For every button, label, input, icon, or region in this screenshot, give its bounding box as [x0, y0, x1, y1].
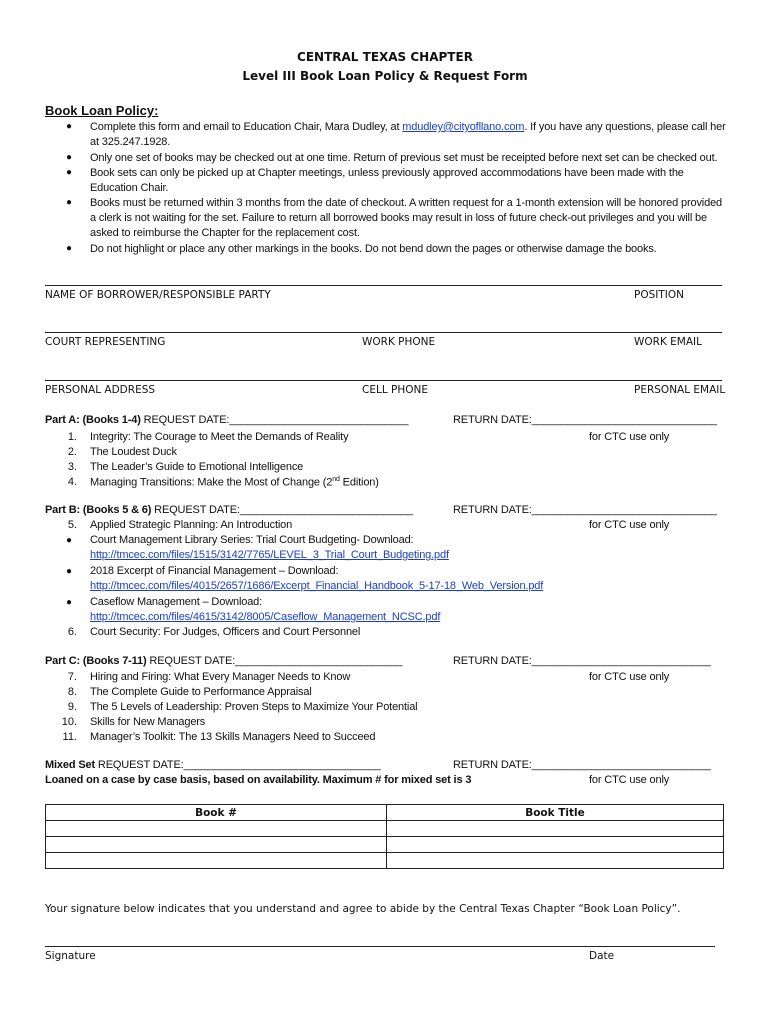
book-title: Hiring and Firing: What Every Manager Needs to Know — [90, 671, 351, 683]
edition-superscript: nd — [332, 476, 340, 483]
part-c-label: Part C: (Books 7-11) — [45, 655, 147, 667]
financial-download-link[interactable]: http://tmcec.com/files/4015/2657/1686/Excerpt_Financial_Handbook_5-17-18_Web_Version.pdf — [90, 580, 544, 592]
personal-email-label: PERSONAL EMAIL — [634, 384, 726, 396]
mixed-set-note: Loaned on a case by case basis, based on availability. Maximum # for mixed set is 3 — [45, 774, 472, 786]
part-c-ctc-note: for CTC use only — [589, 671, 670, 683]
mixed-ctc-note: for CTC use only — [589, 774, 670, 786]
bullet-icon: ● — [66, 167, 73, 178]
table-row — [46, 853, 724, 869]
policy-item-no-markings: Do not highlight or place any other markings in the books. Do not bend down the pages or otherwise damage the books. — [90, 243, 657, 255]
download-item-title: Caseflow Management – Download: — [90, 596, 263, 608]
book-title: Integrity: The Courage to Meet the Demands of Reality — [90, 431, 349, 443]
book-title-cell[interactable] — [387, 853, 724, 869]
court-line[interactable] — [45, 332, 722, 333]
list-number: 5. — [67, 519, 77, 531]
borrower-label: NAME OF BORROWER/RESPONSIBLE PARTY — [45, 289, 271, 301]
list-number: 7. — [67, 671, 77, 683]
list-number: 2. — [67, 446, 77, 458]
signature-line[interactable] — [45, 946, 715, 947]
book-title-cell[interactable] — [387, 821, 724, 837]
part-a-return-date[interactable]: RETURN DATE:_______________________________ — [453, 414, 717, 426]
part-a-label: Part A: (Books 1-4) — [45, 414, 141, 426]
table-row — [46, 837, 724, 853]
part-c-return-date[interactable]: RETURN DATE:______________________________ — [453, 655, 711, 667]
book-number-header: Book # — [46, 805, 387, 821]
part-b-label: Part B: (Books 5 & 6) — [45, 504, 152, 516]
mixed-request-line[interactable] — [45, 759, 381, 771]
borrower-line[interactable] — [45, 285, 722, 286]
budgeting-download-link[interactable]: http://tmcec.com/files/1515/3142/7765/LEVEL_3_Trial_Court_Budgeting.pdf — [90, 549, 449, 561]
table-row — [46, 821, 724, 837]
download-item-title: Court Management Library Series: Trial Court Budgeting- Download: — [90, 534, 414, 546]
book-number-cell[interactable] — [46, 837, 387, 853]
part-a-ctc-note: for CTC use only — [589, 431, 670, 443]
table-header-row — [46, 805, 724, 821]
part-a-request-line[interactable] — [45, 414, 408, 426]
education-chair-email-link[interactable]: mdudley@cityofllano.com — [402, 121, 525, 133]
book-title: The Leader’s Guide to Emotional Intelligence — [90, 461, 304, 473]
caseflow-download-link[interactable]: http://tmcec.com/files/4615/3142/8005/Caseflow_Management_NCSC.pdf — [90, 611, 441, 623]
book-title-cell[interactable] — [387, 837, 724, 853]
date-label: Date — [589, 950, 615, 962]
policy-item-contact — [90, 120, 730, 150]
form-title: Level III Book Loan Policy & Request Form — [242, 69, 528, 83]
book-title — [90, 476, 379, 489]
list-number: 1. — [67, 431, 77, 443]
position-label: POSITION — [634, 289, 684, 301]
download-item-title: 2018 Excerpt of Financial Management – Download: — [90, 565, 339, 577]
list-number: 11. — [62, 731, 77, 743]
policy-item-contact-phone: . If you have any questions, please call her at 325.247.1928. — [90, 121, 726, 148]
mixed-return-date[interactable]: RETURN DATE:______________________________ — [453, 759, 711, 771]
part-c-request-date: REQUEST DATE:____________________________ — [146, 655, 403, 667]
bullet-icon: ● — [66, 535, 73, 546]
mixed-request-date: REQUEST DATE:_________________________________ — [95, 759, 381, 771]
book-title: The Complete Guide to Performance Appraisal — [90, 686, 312, 698]
part-b-ctc-note: for CTC use only — [589, 519, 670, 531]
part-b-request-line[interactable] — [45, 504, 413, 516]
part-b-return-date[interactable]: RETURN DATE:_______________________________ — [453, 504, 717, 516]
list-number: 4. — [67, 476, 77, 488]
policy-item-contact-text: Complete this form and email to Education Chair, Mara Dudley, at — [90, 121, 403, 133]
bullet-icon: ● — [66, 197, 73, 208]
list-number: 9. — [67, 701, 77, 713]
work-email-label: WORK EMAIL — [634, 336, 702, 348]
part-c-request-line[interactable] — [45, 655, 402, 667]
list-number: 3. — [67, 461, 77, 473]
policy-item-pickup: Book sets can only be picked up at Chapter meetings, unless previously approved accommodations have been made with the Education Chair. — [90, 167, 684, 194]
book-title: The Loudest Duck — [90, 446, 177, 458]
policy-item-return: Books must be returned within 3 months from the date of checkout. A written request for a 1-month extension will be honored provided a clerk is not waiting for the set. Failure to return all borrowed books may result in loss of future check-out privileges and you will be asked to reimburse the Chapter for the replacement cost. — [90, 197, 723, 239]
address-line[interactable] — [45, 380, 722, 381]
signature-label: Signature — [45, 950, 96, 962]
book-number-cell[interactable] — [46, 821, 387, 837]
list-number: 8. — [67, 686, 77, 698]
bullet-icon: ● — [66, 243, 73, 254]
part-b-request-date: REQUEST DATE:_____________________________ — [151, 504, 413, 516]
policy-heading: Book Loan Policy: — [45, 103, 159, 118]
bullet-icon: ● — [66, 121, 73, 132]
book-title: Applied Strategic Planning: An Introduction — [90, 519, 293, 531]
court-label: COURT REPRESENTING — [45, 336, 166, 348]
address-label: PERSONAL ADDRESS — [45, 384, 156, 396]
book-title: The 5 Levels of Leadership: Proven Steps to Maximize Your Potential — [90, 701, 418, 713]
book-title: Skills for New Managers — [90, 716, 206, 728]
chapter-title: CENTRAL TEXAS CHAPTER — [297, 50, 473, 64]
bullet-icon: ● — [66, 152, 73, 163]
book-title-text: Managing Transitions: Make the Most of Change (2 — [90, 476, 333, 489]
book-request-table — [45, 804, 724, 869]
bullet-icon: ● — [66, 597, 73, 608]
mixed-set-label: Mixed Set — [45, 759, 95, 771]
list-number: 6. — [67, 626, 77, 638]
bullet-icon: ● — [66, 566, 73, 577]
book-title: Court Security: For Judges, Officers and Court Personnel — [90, 626, 361, 638]
policy-item-one-set: Only one set of books may be checked out at one time. Return of previous set must be receipted before next set can be checked out. — [90, 152, 718, 164]
part-a-request-date: REQUEST DATE:______________________________ — [140, 414, 409, 426]
book-number-cell[interactable] — [46, 853, 387, 869]
cell-phone-label: CELL PHONE — [362, 384, 428, 396]
work-phone-label: WORK PHONE — [362, 336, 436, 348]
book-title-header: Book Title — [387, 805, 724, 821]
book-title-suffix: Edition) — [339, 476, 379, 489]
list-number: 10. — [61, 716, 77, 728]
signature-statement: Your signature below indicates that you understand and agree to abide by the Central Texas Chapter “Book Loan Policy”. — [45, 903, 681, 915]
book-title: Manager’s Toolkit: The 13 Skills Managers Need to Succeed — [90, 731, 376, 743]
